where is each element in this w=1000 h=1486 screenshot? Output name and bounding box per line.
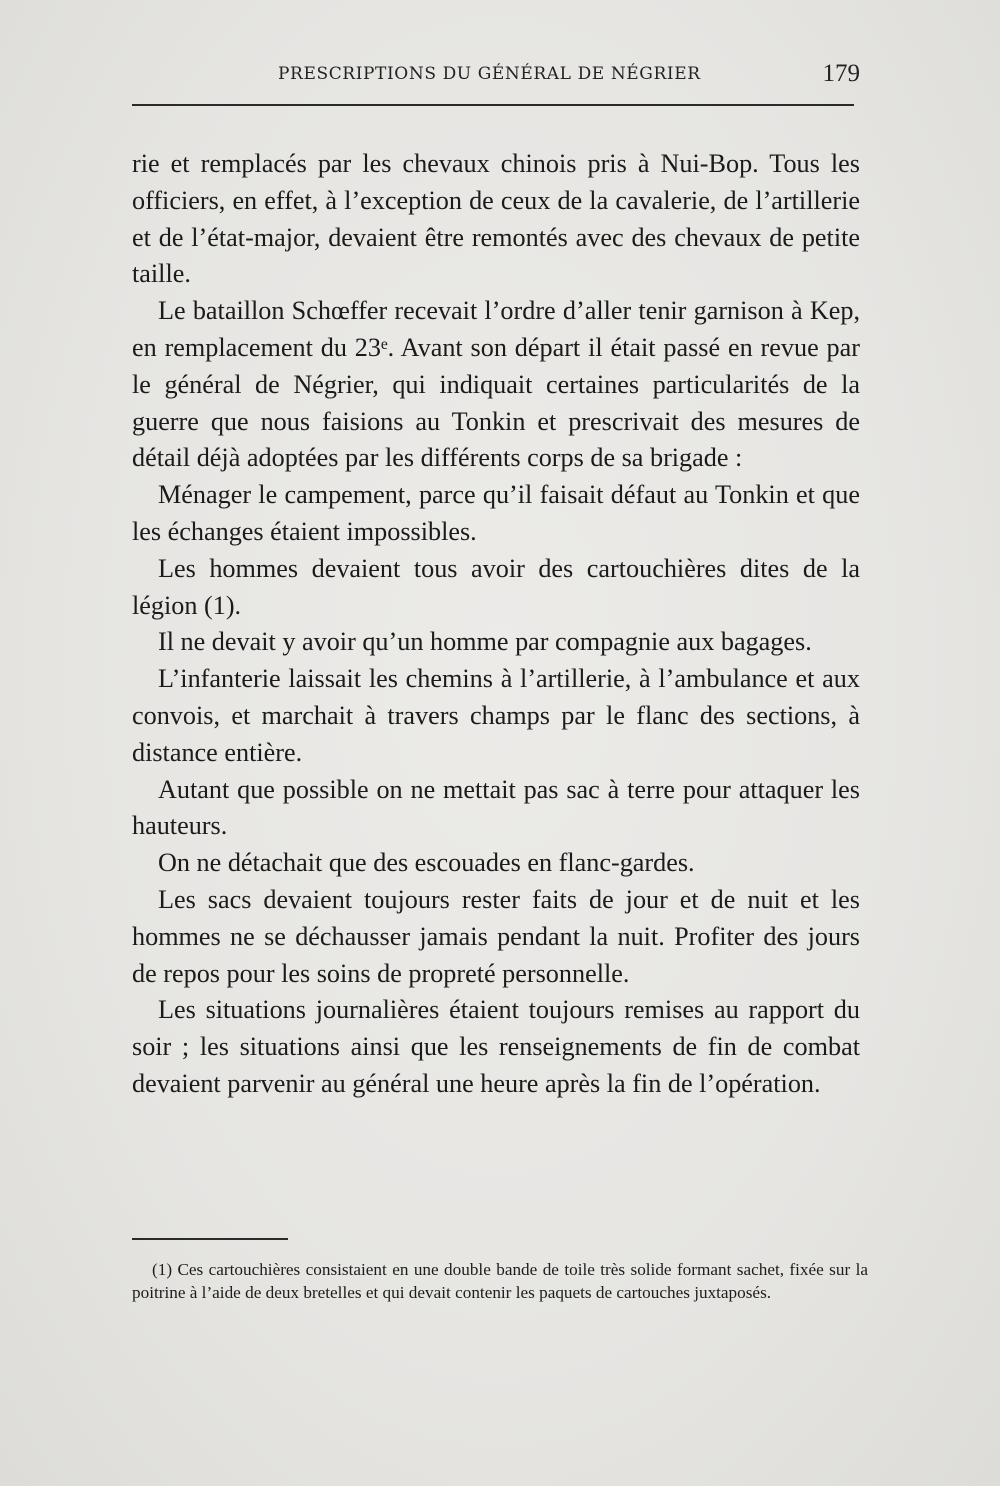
running-head (132, 62, 860, 92)
paragraph-5: Il ne devait y avoir qu’un homme par compagnie aux bagages. (158, 627, 812, 657)
footnote-rule (132, 1238, 288, 1240)
paragraph-2: Le bataillon Schœffer recevait l’ordre d’aller tenir garnison à Kep, en remplacement du 23ᵉ. Avant son départ il était passé en revue par le général de Négrier, qui indiquait certaines particularités de la guerre que nous faisions au Tonkin et prescrivait des mesures de détail déjà adoptées par les différents corps de sa brigade : (132, 296, 860, 473)
paragraph-6: L’infanterie laissait les chemins à l’artillerie, à l’ambulance et aux convois, et marchait à travers champs par le flanc des sections, à distance entière. (132, 664, 860, 767)
paragraph-1: rie et remplacés par les chevaux chinois pris à Nui-Bop. Tous les officiers, en effet, à l’exception de ceux de la cavalerie, de l’artillerie et de l’état-major, devaient être remontés avec des chevaux de petite taille. (132, 149, 860, 289)
running-title: PRESCRIPTIONS DU GÉNÉRAL DE NÉGRIER (278, 64, 701, 84)
body-text (132, 146, 860, 1103)
paragraph-9: Les sacs devaient toujours rester faits de jour et de nuit et les hommes ne se déchausser jamais pendant la nuit. Profiter des jours de repos pour les soins de propreté personnelle. (132, 884, 860, 988)
header-rule (132, 104, 854, 106)
footnote (132, 1259, 868, 1304)
paragraph-3: Ménager le campement, parce qu’il faisait défaut au Tonkin et que les échanges étaient impossibles. (132, 480, 860, 546)
paragraph-7: Autant que possible on ne mettait pas sac à terre pour attaquer les hauteurs. (132, 774, 860, 841)
page-number: 179 (822, 60, 860, 87)
paragraph-10: Les situations journalières étaient toujours remises au rapport du soir ; les situations ainsi que les renseignements de fin de combat devaient parvenir au général une heure après la fin de l’opération. (132, 995, 860, 1098)
paragraph-4: Les hommes devaient tous avoir des cartouchières dites de la légion (1). (132, 553, 860, 620)
paragraph-8: On ne détachait que des escouades en flanc-gardes. (158, 848, 695, 878)
footnote-text: (1) Ces cartouchières consistaient en une double bande de toile très solide formant sachet, fixée sur la poitrine à l’aide de deux bretelles et qui devait contenir les paquets de cartouches juxtaposés. (132, 1260, 868, 1302)
